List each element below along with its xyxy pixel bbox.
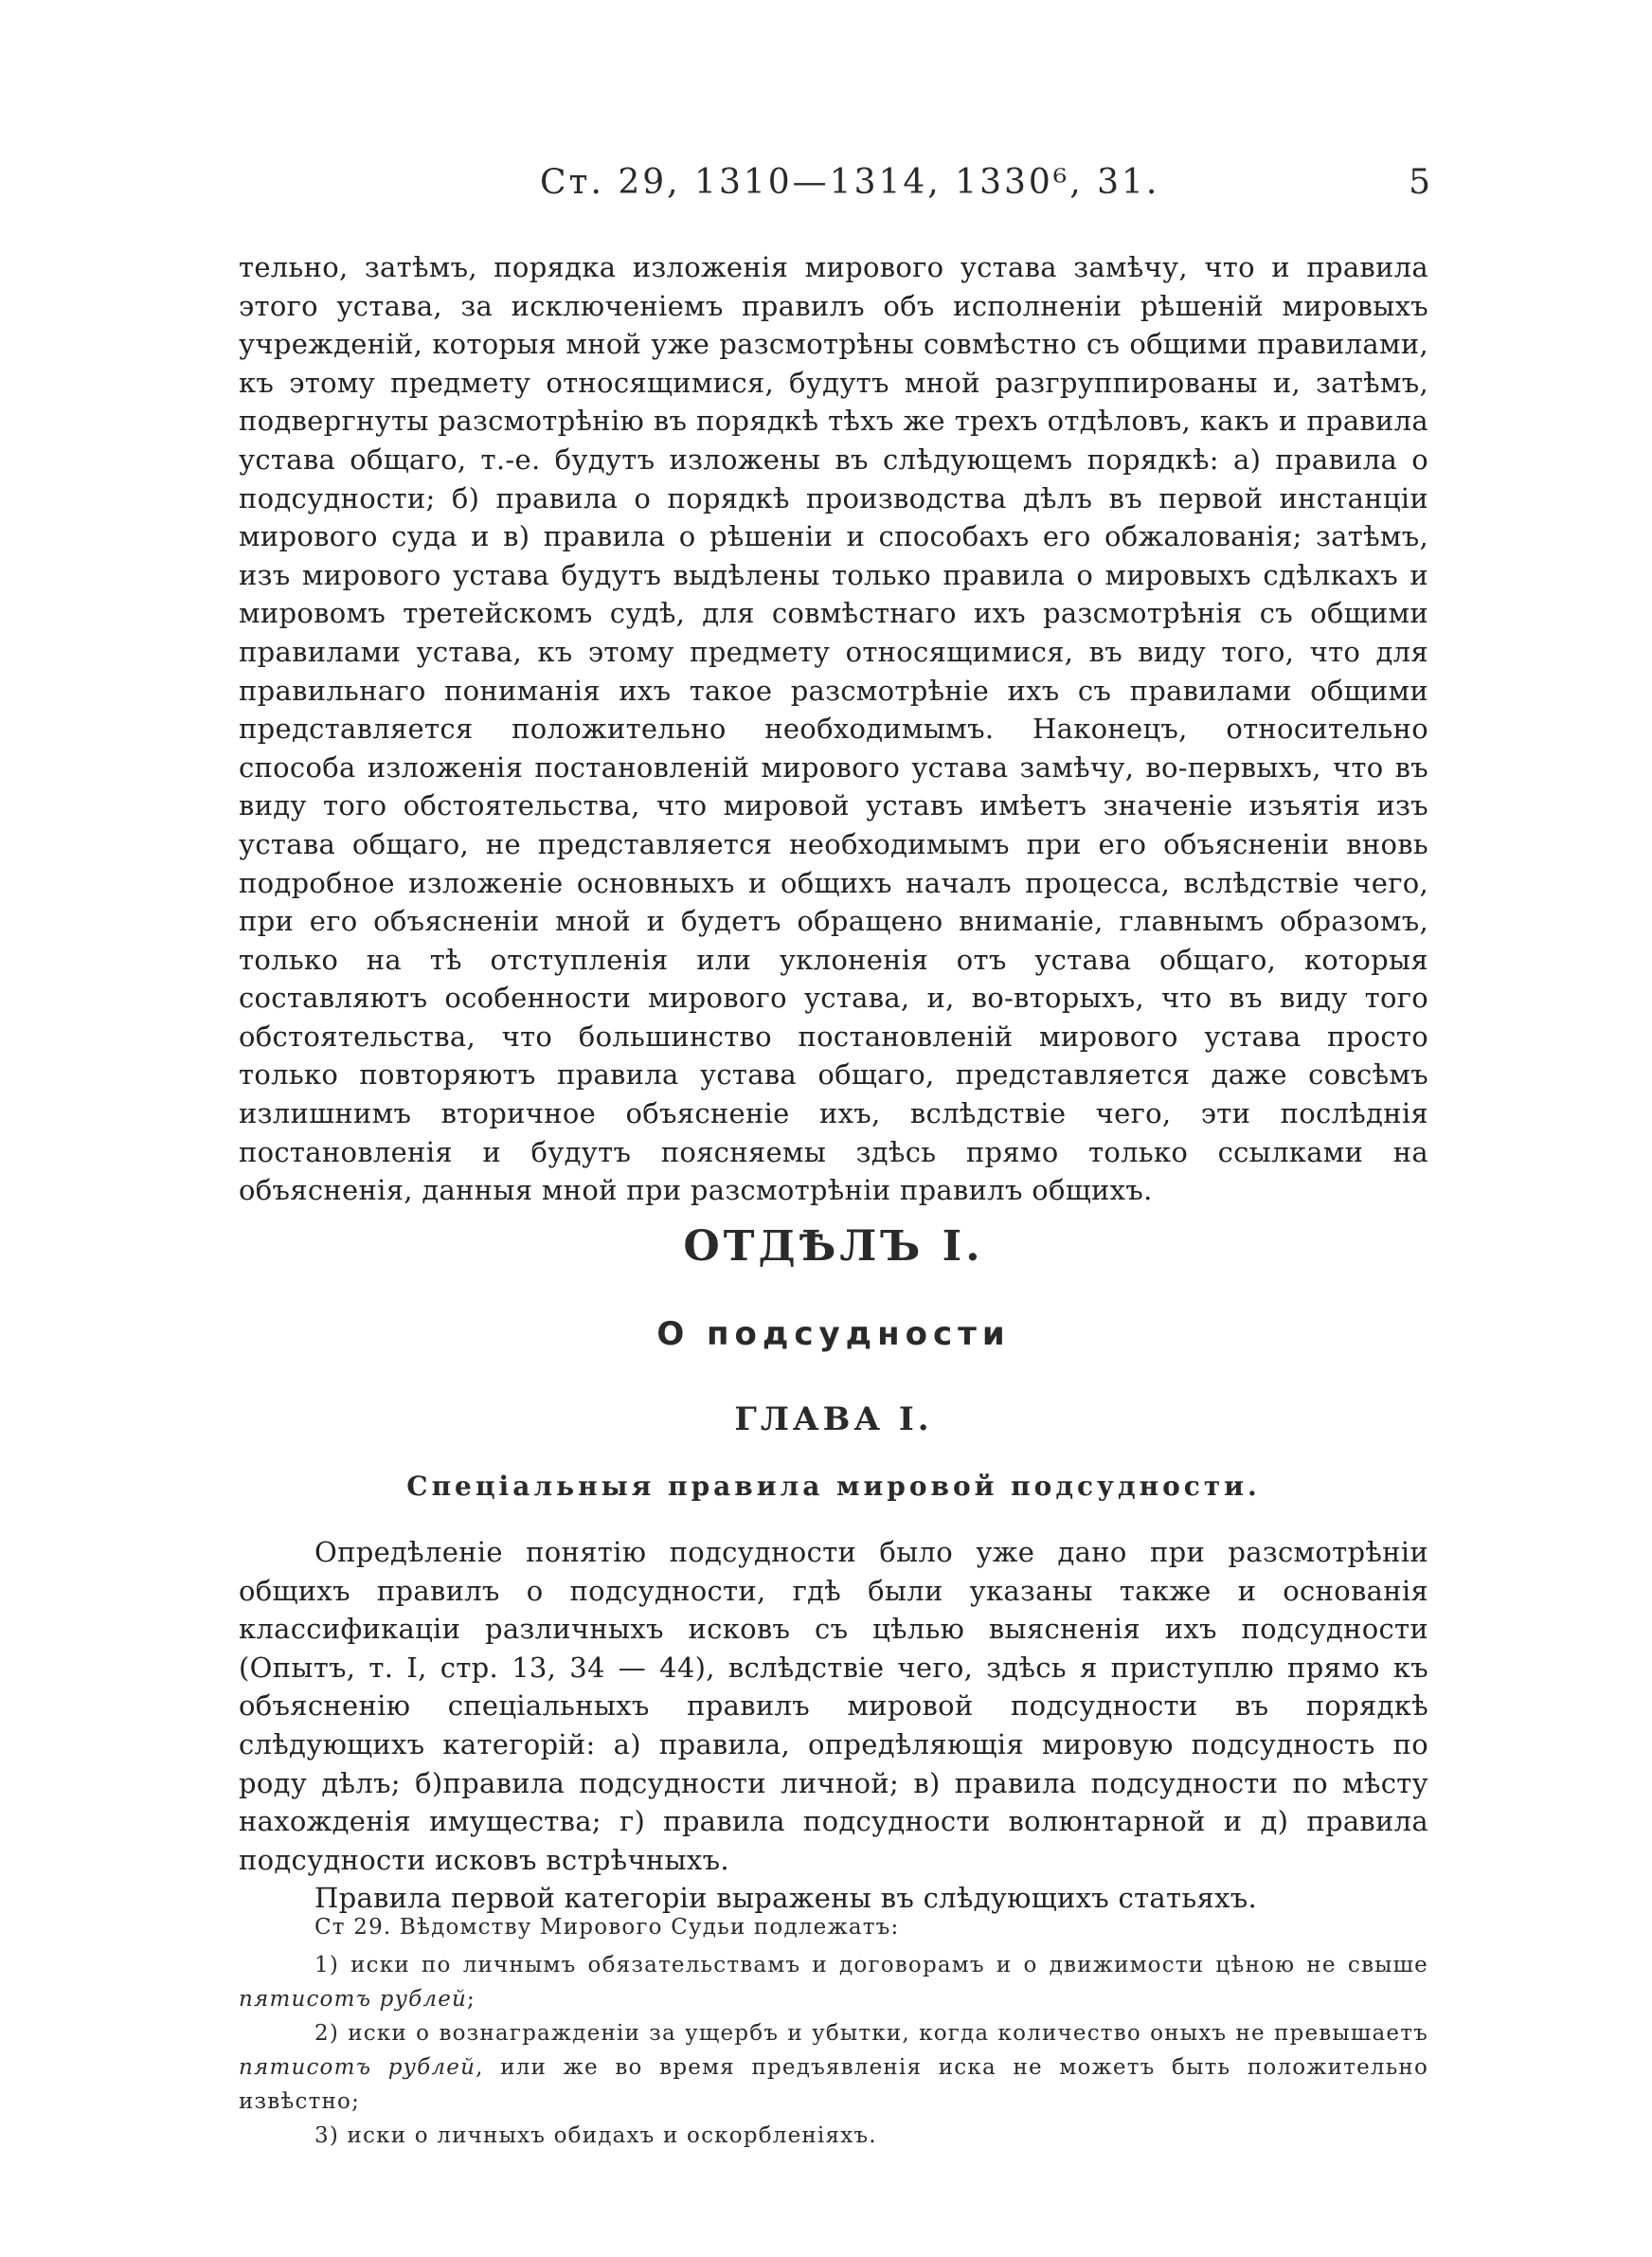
law-article (239, 1910, 1428, 2153)
law-item-2 (239, 2016, 1428, 2119)
law-heading: Ст 29. Вѣдомству Мирового Судьи подлежатъ: (314, 1915, 900, 1940)
page-number: 5 (1409, 163, 1430, 202)
intro-section (239, 248, 1428, 1210)
chapter-paragraph: Правила первой категоріи выражены въ слѣдующихъ статьяхъ. (314, 1882, 1257, 1915)
law-item-3: 3) иски о личныхъ обидахъ и оскорбленіяхъ. (314, 2123, 877, 2148)
law-item-2-text: 2) иски о вознагражденіи за ущербъ и убытки, когда количество оныхъ не превышаетъ (314, 2021, 1428, 2046)
law-item-2-emphasis: пятисотъ рублей (239, 2055, 476, 2080)
law-item-1-text: 1) иски по личнымъ обязательствамъ и договорамъ и о движимости цѣною не свыше (314, 1953, 1428, 1977)
law-item-1-tail: ; (467, 1987, 476, 2012)
chapter-heading: ГЛАВА I. (734, 1400, 933, 1438)
section-heading: ОТДѢЛЪ I. (683, 1222, 984, 1271)
running-header (237, 163, 1430, 220)
chapter-paragraph: Опредѣленіе понятію подсудности было уже дано при разсмотрѣніи общихъ правилъ о подсудности, гдѣ были указаны также и основанія классификаціи различныхъ исковъ съ цѣлью выясненія ихъ подсудности (Опытъ, т. I, стр. 13, 34 — 44), вслѣдствіе чего, здѣсь я приступлю прямо къ объясненію спеціальныхъ правилъ мировой подсудности въ порядкѣ слѣдующихъ категорій: а) правила, опредѣляющія мировую подсудность по роду дѣлъ; б)правила подсудности личной; в) правила подсудности по мѣсту нахожденія имущества; г) правила подсудности волюнтарной и д) правила подсудности исковъ встрѣчныхъ. (239, 1536, 1428, 1876)
law-item-1-emphasis: пятисотъ рублей (239, 1987, 468, 2012)
intro-paragraph: тельно, затѣмъ, порядка изложенія мирового устава замѣчу, что и правила этого устава, за исключеніемъ правилъ объ исполненіи рѣшеній мировыхъ учрежденій, которыя мной уже разсмотрѣны совмѣстно съ общими правилами, къ этому предмету относящимися, будутъ мной разгруппированы и, затѣмъ, подвергнуты разсмотрѣнію въ порядкѣ тѣхъ же трехъ отдѣловъ, какъ и правила устава общаго, т.-е. будутъ изложены въ слѣдующемъ порядкѣ: а) правила о подсудности; б) правила о порядкѣ производства дѣлъ въ первой инстанціи мирового суда и в) правила о рѣшеніи и способахъ его обжалованія; затѣмъ, изъ мирового устава будутъ выдѣлены только правила о мировыхъ сдѣлкахъ и мировомъ третейскомъ судѣ, для совмѣстнаго ихъ разсмотрѣнія съ общими правилами устава, къ этому предмету относящимися, въ виду того, что для правильнаго пониманія ихъ такое разсмотрѣніе ихъ съ правилами общими представляется положительно необходимымъ. Наконецъ, относительно способа изложенія постановленій мирового устава замѣчу, во-первыхъ, что въ виду того обстоятельства, что мировой уставъ имѣетъ значеніе изъятія изъ устава общаго, не представляется необходимымъ при его объясненіи вновь подробное изложеніе основныхъ и общихъ началъ процесса, вслѣдствіе чего, при его объясненіи мной и будетъ обращено вниманіе, главнымъ образомъ, только на тѣ отступленія или уклоненія отъ устава общаго, которыя составляютъ особенности мирового устава, и, во-вторыхъ, что въ виду того обстоятельства, что большинство постановленій мирового устава просто только повторяютъ правила устава общаго, представляется даже совсѣмъ излишнимъ вторичное объясненіе ихъ, вслѣдствіе чего, эти послѣднія постановленія и будутъ поясняемы здѣсь прямо только ссылками на объясненія, данныя мной при разсмотрѣніи правилъ общихъ. (239, 251, 1428, 1207)
section-subject: О подсудности (656, 1315, 1011, 1353)
running-title: Ст. 29, 1310—1314, 1330⁶, 31. (540, 163, 1160, 202)
law-item-2-tail: , или же во время предъявленія иска не можетъ быть положительно извѣстно; (239, 2055, 1428, 2114)
chapter-body (239, 1533, 1428, 1918)
law-item-1 (239, 1948, 1428, 2016)
chapter-subtitle: Спеціальныя правила мировой подсудности. (406, 1471, 1261, 1502)
